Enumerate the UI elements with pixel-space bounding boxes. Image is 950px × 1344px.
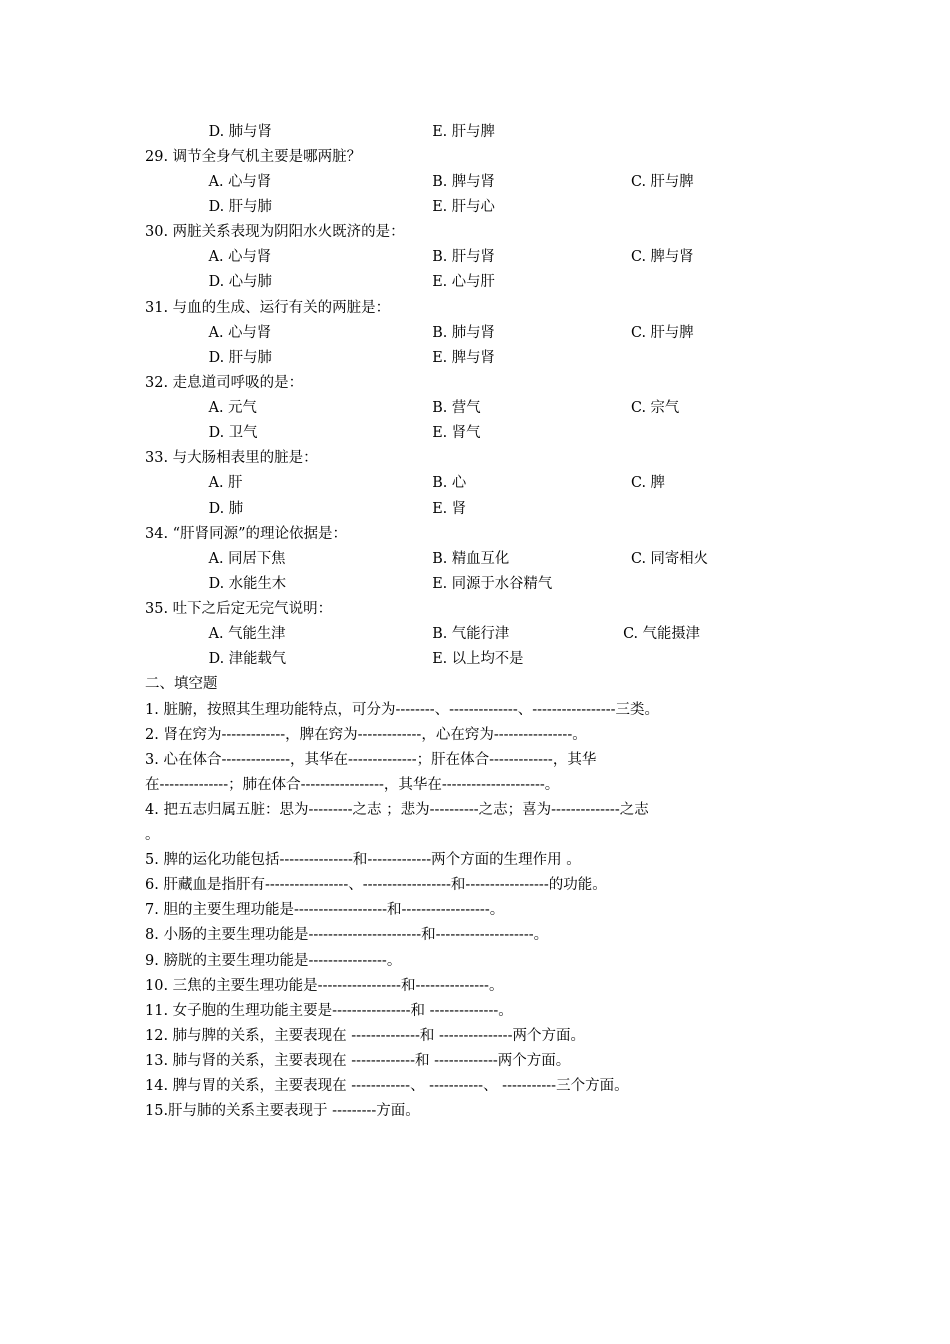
fill-blank-item: 6. 肝藏血是指肝有-----------------、------------------和-----------------的功能。 (145, 877, 607, 893)
options-row (0, 170, 940, 195)
option-d: D. 卫气 (208, 425, 258, 441)
fill-blank-item: 14. 脾与胃的关系，主要表现在 ------------、 -----------、 -----------三个方面。 (145, 1078, 629, 1094)
option-d: D. 肺 (208, 501, 244, 517)
option-a: A. 肝 (208, 475, 243, 491)
options-row (0, 321, 940, 346)
question-stem: 32. 走息道司呼吸的是： (145, 375, 304, 391)
fill-blank-item: 2. 肾在窍为-------------，脾在窍为-------------，心在窍为----------------。 (145, 727, 587, 743)
option-e: E. 肾 (432, 501, 467, 517)
option-c: C. 脾与肾 (630, 249, 694, 265)
fill-blank-item: 8. 小肠的主要生理功能是-----------------------和--------------------。 (145, 927, 549, 943)
options-row (0, 396, 940, 421)
option-d: D. 心与肺 (208, 274, 272, 290)
option-b: B. 精血互化 (432, 551, 510, 567)
question-stem: 30. 两脏关系表现为阴阳水火既济的是： (145, 224, 405, 240)
fill-blank-item: 3. 心在体合--------------，其华在--------------；肝在体合-------------，其华 (145, 752, 597, 768)
options-row (0, 195, 940, 220)
option-c: C. 同寄相火 (630, 551, 708, 567)
options-row (0, 647, 940, 672)
fill-blank-item: 10. 三焦的主要生理功能是-----------------和---------------。 (145, 978, 504, 994)
option-b: B. 脾与肾 (432, 174, 495, 190)
fill-blank-item: 1. 脏腑，按照其生理功能特点，可分为--------、--------------、-----------------三类。 (145, 702, 660, 718)
option-a: A. 同居下焦 (208, 551, 286, 567)
fill-blank-item: 12. 肺与脾的关系，主要表现在 --------------和 ---------------两个方面。 (145, 1028, 585, 1044)
option-a: A. 气能生津 (208, 626, 286, 642)
fill-blank-item: 在--------------；肺在体合-----------------，其华在---------------------。 (145, 777, 560, 793)
option-e: E. 同源于水谷精气 (432, 576, 553, 592)
question-stem: 34. “肝肾同源”的理论依据是： (145, 526, 347, 542)
options-row (0, 471, 940, 496)
carryover-options-row (0, 120, 940, 145)
fill-blank-item: 9. 膀胱的主要生理功能是----------------。 (145, 953, 402, 969)
option-d: D. 肝与肺 (208, 199, 272, 215)
option-c: C. 肝与脾 (630, 174, 694, 190)
question-stem: 31. 与血的生成、运行有关的两脏是： (145, 300, 391, 316)
option-b: B. 营气 (432, 400, 481, 416)
option-a: A. 心与肾 (208, 249, 272, 265)
fill-blank-item: 7. 胆的主要生理功能是-------------------和------------------。 (145, 902, 505, 918)
option-c: C. 肝与脾 (630, 325, 694, 341)
options-row (0, 421, 940, 446)
option-c: C. 气能摄津 (623, 626, 701, 642)
section-title: 二、填空题 (145, 676, 218, 692)
options-row (0, 497, 940, 522)
question-stem: 35. 吐下之后定无完气说明： (145, 601, 333, 617)
option-e: E. 肝与心 (432, 199, 495, 215)
options-row (0, 346, 940, 371)
option-c: C. 宗气 (630, 400, 680, 416)
options-row (0, 622, 940, 647)
option-a: A. 心与肾 (208, 325, 272, 341)
option-a: A. 心与肾 (208, 174, 272, 190)
question-stem: 33. 与大肠相表里的脏是： (145, 450, 318, 466)
options-row (0, 572, 940, 597)
option-c: C. 脾 (630, 475, 665, 491)
option-e: E. 肾气 (432, 425, 481, 441)
option-d: D. 肺与肾 (208, 124, 272, 140)
option-b: B. 肝与肾 (432, 249, 495, 265)
option-b: B. 肺与肾 (432, 325, 495, 341)
options-row (0, 547, 940, 572)
option-b: B. 气能行津 (432, 626, 510, 642)
option-a: A. 元气 (208, 400, 257, 416)
option-d: D. 津能载气 (208, 651, 287, 667)
option-e: E. 心与肝 (432, 274, 495, 290)
fill-blank-item: 5. 脾的运化功能包括---------------和-------------两个方面的生理作用 。 (145, 852, 581, 868)
option-e: E. 肝与脾 (432, 124, 495, 140)
fill-blank-item: 15.肝与肺的关系主要表现于 ---------方面。 (145, 1103, 420, 1119)
option-e: E. 以上均不是 (432, 651, 524, 667)
option-d: D. 肝与肺 (208, 350, 272, 366)
options-row (0, 270, 940, 295)
question-stem: 29. 调节全身气机主要是哪两脏？ (145, 149, 362, 165)
option-d: D. 水能生木 (208, 576, 287, 592)
fill-blank-item: 4. 把五志归属五脏：思为---------之志 ；悲为----------之志；喜为--------------之志 (145, 802, 649, 818)
options-row (0, 245, 940, 270)
option-e: E. 脾与肾 (432, 350, 495, 366)
fill-blank-item: 13. 肺与肾的关系，主要表现在 -------------和 -------------两个方面。 (145, 1053, 571, 1069)
option-b: B. 心 (432, 475, 467, 491)
fill-blank-item: 。 (145, 827, 160, 843)
fill-blank-item: 11. 女子胞的生理功能主要是----------------和 --------------。 (145, 1003, 513, 1019)
